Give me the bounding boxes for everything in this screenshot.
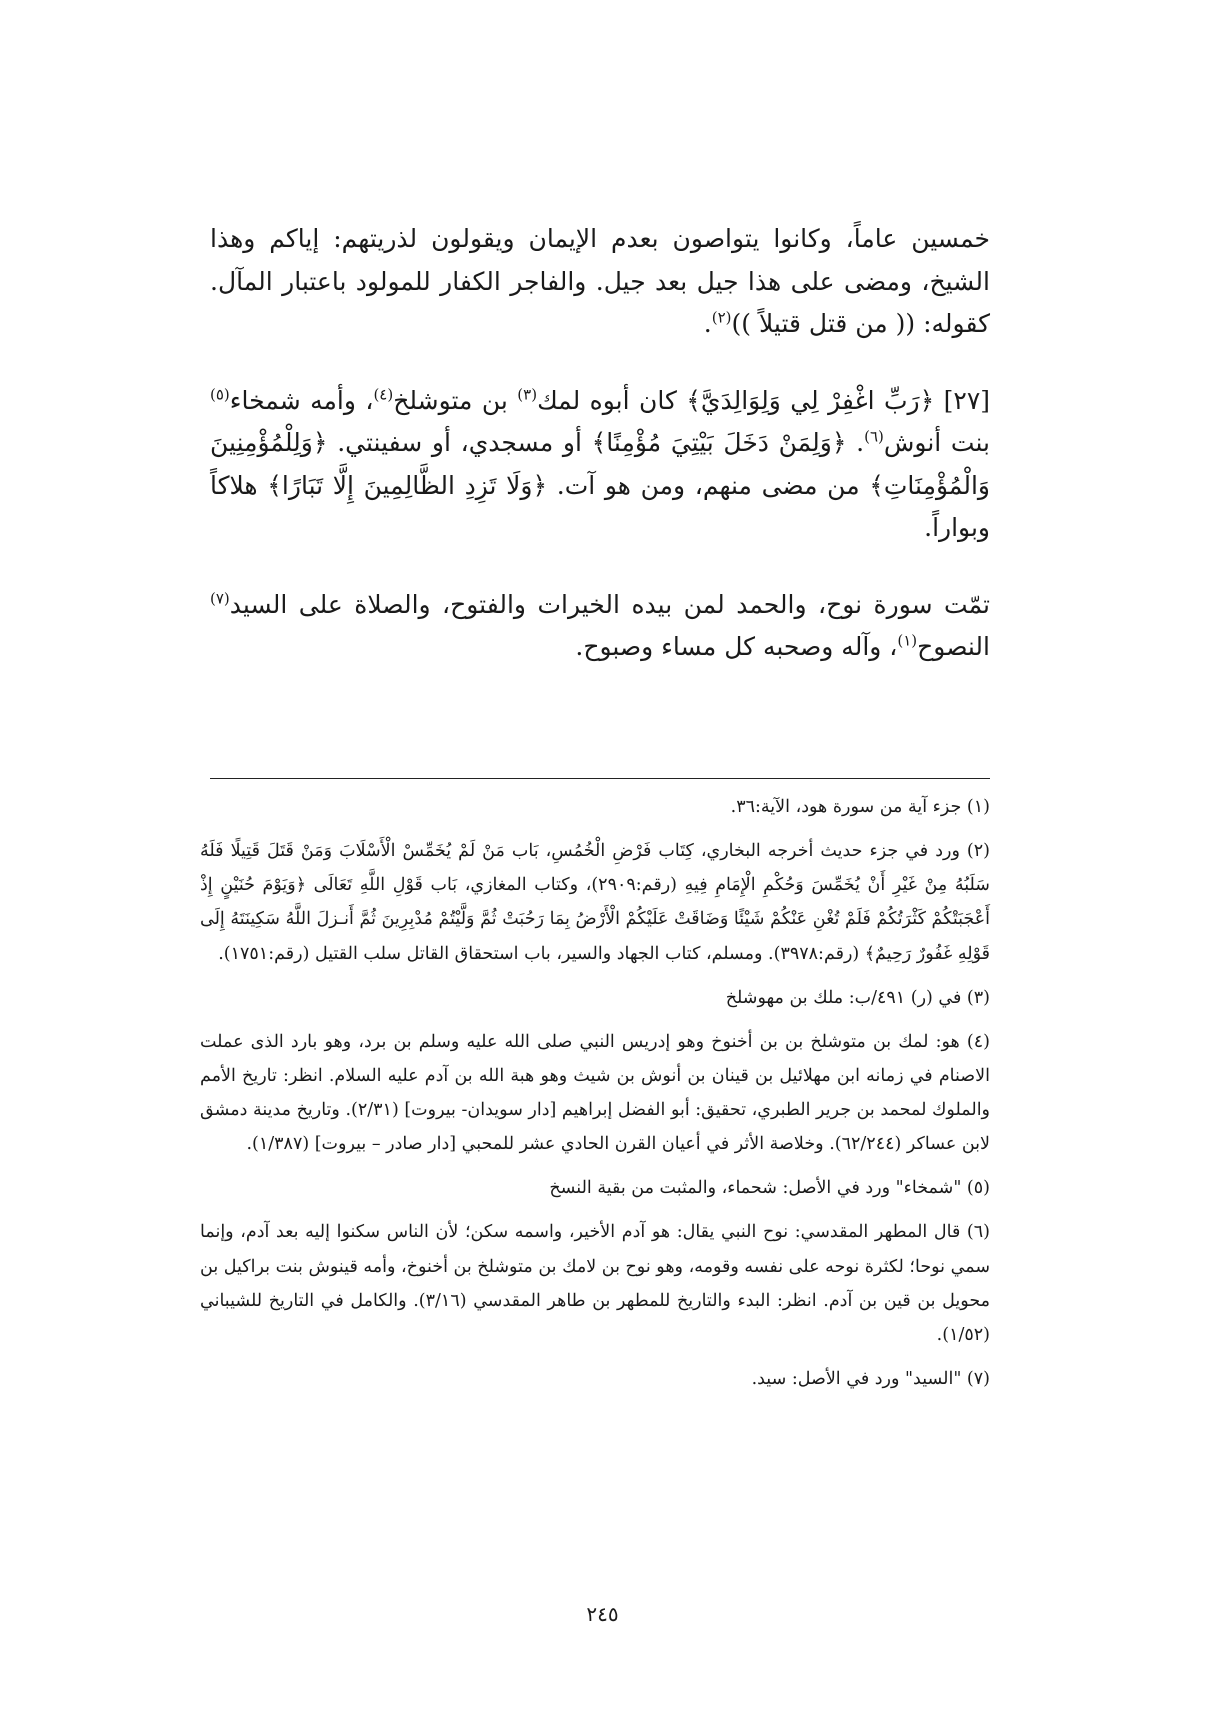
- paragraph-2-part-b: بن متوشلخ: [393, 385, 518, 415]
- footnote-ref-3[interactable]: (٣): [517, 385, 538, 404]
- paragraph-3: [210, 584, 990, 669]
- paragraph-2: [210, 380, 990, 550]
- paragraph-2-part-e: . ﴿وَلِمَنْ دَخَلَ بَيْتِيَ مُؤْمِنًا﴾ أو مسجدي، أو سفينتي. ﴿وَلِلْمُؤْمِنِينَ وَالْمُؤْمِنَاتِ﴾ من مضى منهم، ومن هو آت. ﴿وَلَا تَزِدِ الظَّالِمِينَ إِلَّا تَبَارًا﴾ هلاكاً وبواراً.: [210, 428, 990, 542]
- paragraph-3-part-b: النصوح: [917, 632, 990, 661]
- paragraph-1: [210, 218, 990, 346]
- page-number: ٢٤٥: [586, 1602, 619, 1626]
- footnote-5: (٥) "شمخاء" ورد في الأصل: شحماء، والمثبت من بقية النسخ: [549, 1178, 990, 1199]
- paragraph-2-part-a: [٢٧] ﴿رَبِّ اغْفِرْ لِي وَلِوَالِدَيَّ﴾ كان أبوه لمك: [537, 385, 991, 415]
- footnote-6: (٦) قال المطهر المقدسي: نوح النبي يقال: هو آدم الأخير، واسمه سكن؛ لأن الناس سكنوا إليه بعد آدم، وإنما سمي نوحا؛ لكثرة نوحه على نفسه وقومه، وهو نوح بن لامك بن متوشلخ بن أخنوخ، وأمه قينوش بنت براكيل بن محويل بن قين بن آدم. انظر: البدء والتاريخ للمطهر بن طاهر المقدسي (٣/١٦). والكامل في التاريخ للشيباني (١/٥٢).: [200, 1222, 991, 1345]
- footnote-4: (٤) هو: لمك بن متوشلخ بن بن أخنوخ وهو إدريس النبي صلى الله عليه وسلم بن برد، وهو بارد الذى عملت الاصنام في زمانه ابن مهلائيل بن قينان بن أنوش بن شيث وهو هبة الله بن آدم عليه السلام. انظر: تاريخ الأمم والملوك لمحمد بن جرير الطبري، تحقيق: أبو الفضل إبراهيم [دار سويدان- بيروت] (٢/٣١). وتاريخ مدينة دمشق لابن عساكر (٦٢/٢٤٤). وخلاصة الأثر في أعيان القرن الحادي عشر للمحبي [دار صادر – بيروت] (١/٣٨٧).: [200, 1031, 991, 1155]
- footnote-ref-6[interactable]: (٦): [864, 427, 884, 446]
- paragraph-2-part-c: ، وأمه شمخاء: [229, 385, 374, 415]
- footnote-ref-7[interactable]: (٧): [210, 589, 230, 608]
- paragraph-1-end: .: [703, 309, 712, 338]
- footnote-separator: [210, 778, 990, 779]
- paragraph-3-part-a: تمّت سورة نوح، والحمد لمن بيده الخيرات والفتوح، والصلاة على السيد: [229, 589, 990, 619]
- paragraph-1-body: خمسين عاماً، وكانوا يتواصون بعدم الإيمان ويقولون لذريتهم: إياكم وهذا الشيخ، ومضى على هذا جيل بعد جيل. والفاجر الكفار للمولود باعتبار المآل. كقوله: (( من قتل قتيلاً )): [210, 224, 990, 338]
- footnotes: [200, 790, 990, 1406]
- paragraph-2-part-d: بنت أنوش: [883, 428, 990, 457]
- main-text: [210, 218, 990, 703]
- paragraph-1-text: [210, 218, 990, 346]
- footnote-ref-2[interactable]: (٢): [711, 308, 732, 327]
- footnote-ref-4[interactable]: (٤): [373, 385, 394, 404]
- footnote-7: (٧) "السيد" ورد في الأصل: سيد.: [751, 1368, 990, 1389]
- footnote-ref-5[interactable]: (٥): [210, 385, 230, 404]
- footnote-ref-1[interactable]: (١): [897, 631, 918, 650]
- footnote-1: (١) جزء آية من سورة هود، الآية:٣٦.: [730, 797, 990, 817]
- footnote-3: (٣) في (ر) ٤٩١/ب: ملك بن مهوشلخ: [725, 987, 990, 1008]
- paragraph-2-text: [210, 380, 990, 550]
- footnote-2: (٢) ورد في جزء حديث أخرجه البخاري، كِتَاب فَرْضِ الْخُمُسِ، بَاب مَنْ لَمْ يُخَمِّسْ الْأَسْلَابَ وَمَنْ قَتَلَ قَتِيلًا فَلَهُ سَلَبُهُ مِنْ غَيْرِ أَنْ يُخَمِّسَ وَحُكْمِ الْإِمَامِ فِيهِ (رقم:٢٩٠٩)، وكتاب المغازي، بَاب قَوْلِ اللَّهِ تَعَالَى ﴿وَيَوْمَ حُنَيْنٍ إِذْ أَعْجَبَتْكُمْ كَثْرَتُكُمْ فَلَمْ تُغْنِ عَنْكُمْ شَيْئًا وَضَاقَتْ عَلَيْكُمْ الْأَرْضُ بِمَا رَحُبَتْ ثُمَّ وَلَّيْتُمْ مُدْبِرِينَ ثُمَّ أَنـزلَ اللَّهُ سَكِينَتَهُ إِلَى قَوْلِهِ غَفُورٌ رَحِيمٌ﴾ (رقم:٣٩٧٨). ومسلم، كتاب الجهاد والسير، باب استحقاق القاتل سلب القتيل (رقم:١٧٥١).: [200, 841, 990, 964]
- paragraph-3-text: [210, 584, 990, 669]
- paragraph-3-part-c: ، وآله وصحبه كل مساء وصبوح.: [575, 632, 898, 661]
